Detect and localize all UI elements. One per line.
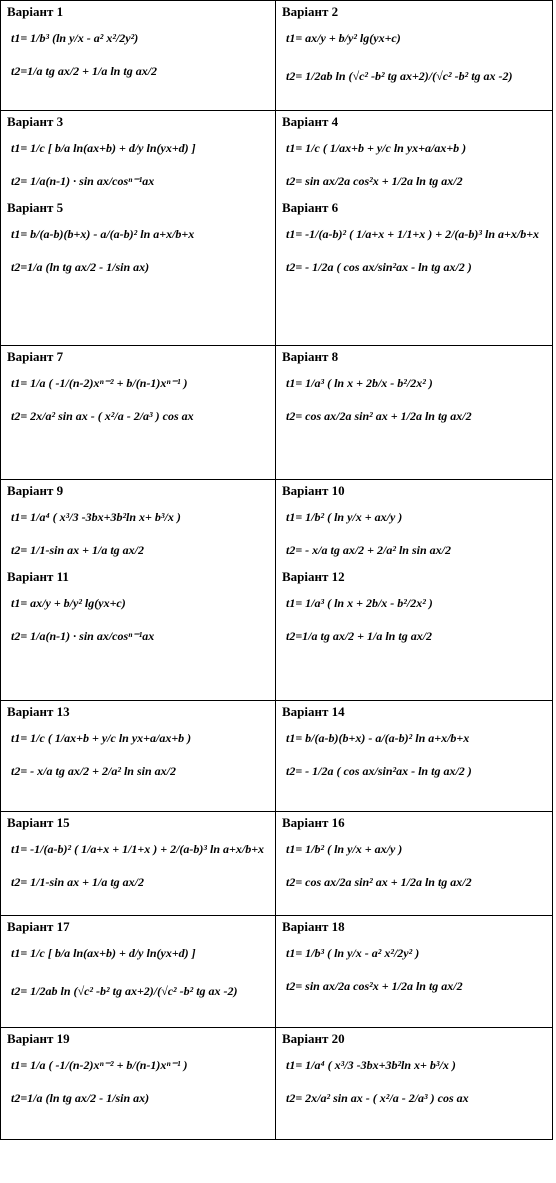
variant-cell [1,1,276,111]
table-row [1,346,553,480]
formula-t1: t1= b/(a-b)(b+x) - a/(a-b)² ln a+x/b+x [286,731,470,745]
variant-cell [276,701,553,812]
variant-title: Варіант 18 [282,919,345,934]
formula-t2: t2= 1/1-sin ax + 1/a tg ax/2 [11,875,145,889]
formula-t2: t2= 2x/a² sin ax - ( x²/a - 2/a³ ) cos ax [11,409,194,423]
formula-t2: t2= sin ax/2a cos²x + 1/2a ln tg ax/2 [286,174,463,188]
variant-title: Варіант 7 [7,349,64,364]
table-row [1,480,553,701]
formula-t2: t2= - x/a tg ax/2 + 2/a² ln sin ax/2 [286,543,451,557]
variant-cell [1,1028,276,1140]
formula-t2: t2= 1/a(n-1) · sin ax/cosⁿ⁻¹ax [11,629,155,643]
formula-t2: t2=1/a (ln tg ax/2 - 1/sin ax) [11,1091,150,1105]
formula-t1: t1= 1/c [ b/a ln(ax+b) + d/y ln(yx+d) ] [11,141,196,155]
variant-title: Варіант 20 [282,1031,345,1046]
variant-title: Варіант 19 [7,1031,70,1046]
formula-t1: t1= 1/a³ ( ln x + 2b/x - b²/2x² ) [286,596,433,610]
variant-cell [276,111,553,346]
formula-t2: t2=1/a (ln tg ax/2 - 1/sin ax) [11,260,150,274]
variant-title: Варіант 1 [7,4,64,19]
table-row [1,701,553,812]
formula-t2: t2= sin ax/2a cos²x + 1/2a ln tg ax/2 [286,979,463,993]
variant-title: Варіант 17 [7,919,70,934]
variant-cell [276,480,553,701]
variant-cell [276,1,553,111]
formula-t1: t1= -1/(a-b)² ( 1/a+x + 1/1+x ) + 2/(a-b)³ ln a+x/b+x [11,842,265,856]
formula-t2: t2= 1/2ab ln (√c² -b² tg ax+2)/(√c² -b² tg ax -2) [11,984,238,998]
variant-title: Варіант 6 [282,200,339,215]
variant-title: Варіант 8 [282,349,339,364]
formula-t2: t2= 2x/a² sin ax - ( x²/a - 2/a³ ) cos ax [286,1091,469,1105]
variant-cell [276,916,553,1028]
formula-t1: t1= 1/c [ b/a ln(ax+b) + d/y ln(yx+d) ] [11,946,196,960]
formula-t1: t1= 1/a⁴ ( x³/3 -3bx+3b²ln x+ b³/x ) [286,1058,456,1072]
table-row [1,1028,553,1140]
formula-t1: t1= 1/b³ (ln y/x - a² x²/2y²) [11,31,139,45]
formula-t1: t1= 1/a ( -1/(n-2)xⁿ⁻² + b/(n-1)xⁿ⁻¹ ) [11,1058,188,1072]
formula-t1: t1= 1/b² ( ln y/x + ax/y ) [286,842,403,856]
table-row [1,111,553,346]
formula-t1: t1= 1/a⁴ ( x³/3 -3bx+3b²ln x+ b³/x ) [11,510,181,524]
variant-cell [1,701,276,812]
variant-cell [1,111,276,346]
formula-t2: t2= cos ax/2a sin² ax + 1/2a ln tg ax/2 [286,409,472,423]
variant-title: Варіант 3 [7,114,64,129]
formula-t2: t2= - x/a tg ax/2 + 2/a² ln sin ax/2 [11,764,176,778]
variant-cell [276,812,553,916]
formula-t2: t2=1/a tg ax/2 + 1/a ln tg ax/2 [286,629,433,643]
formula-t2: t2= cos ax/2a sin² ax + 1/2a ln tg ax/2 [286,875,472,889]
variant-title: Варіант 11 [7,569,69,584]
variant-title: Варіант 16 [282,815,345,830]
formula-t2: t2= 1/a(n-1) · sin ax/cosⁿ⁻¹ax [11,174,155,188]
formula-t1: t1= b/(a-b)(b+x) - a/(a-b)² ln a+x/b+x [11,227,195,241]
formula-t2: t2= - 1/2a ( cos ax/sin²ax - ln tg ax/2 ) [286,764,472,778]
formula-t1: t1= 1/b³ ( ln y/x - a² x²/2y² ) [286,946,420,960]
table-row [1,916,553,1028]
formula-t1: t1= ax/y + b/y² lg(yx+c) [11,596,126,610]
variant-title: Варіант 9 [7,483,64,498]
formula-t2: t2= - 1/2a ( cos ax/sin²ax - ln tg ax/2 ) [286,260,472,274]
table-row [1,812,553,916]
variant-title: Варіант 10 [282,483,345,498]
variant-title: Варіант 5 [7,200,64,215]
formula-t2: t2=1/a tg ax/2 + 1/a ln tg ax/2 [11,64,158,78]
variant-cell [1,812,276,916]
formula-t1: t1= 1/c ( 1/ax+b + y/c ln yx+a/ax+b ) [11,731,192,745]
variant-title: Варіант 13 [7,704,70,719]
variant-cell [1,480,276,701]
variant-cell [1,346,276,480]
variant-cell [1,916,276,1028]
formula-t1: t1= 1/a³ ( ln x + 2b/x - b²/2x² ) [286,376,433,390]
table-row [1,1,553,111]
formula-t1: t1= 1/a ( -1/(n-2)xⁿ⁻² + b/(n-1)xⁿ⁻¹ ) [11,376,188,390]
variant-title: Варіант 15 [7,815,70,830]
variant-cell [276,346,553,480]
formula-t1: t1= 1/c ( 1/ax+b + y/c ln yx+a/ax+b ) [286,141,467,155]
variant-title: Варіант 12 [282,569,345,584]
formula-t2: t2= 1/1-sin ax + 1/a tg ax/2 [11,543,145,557]
formula-t1: t1= -1/(a-b)² ( 1/a+x + 1/1+x ) + 2/(a-b)³ ln a+x/b+x [286,227,540,241]
variant-title: Варіант 4 [282,114,339,129]
variant-title: Варіант 14 [282,704,345,719]
formula-t1: t1= 1/b² ( ln y/x + ax/y ) [286,510,403,524]
variant-cell [276,1028,553,1140]
formula-t2: t2= 1/2ab ln (√c² -b² tg ax+2)/(√c² -b² tg ax -2) [286,69,513,83]
variant-title: Варіант 2 [282,4,339,19]
formula-t1: t1= ax/y + b/y² lg(yx+c) [286,31,401,45]
